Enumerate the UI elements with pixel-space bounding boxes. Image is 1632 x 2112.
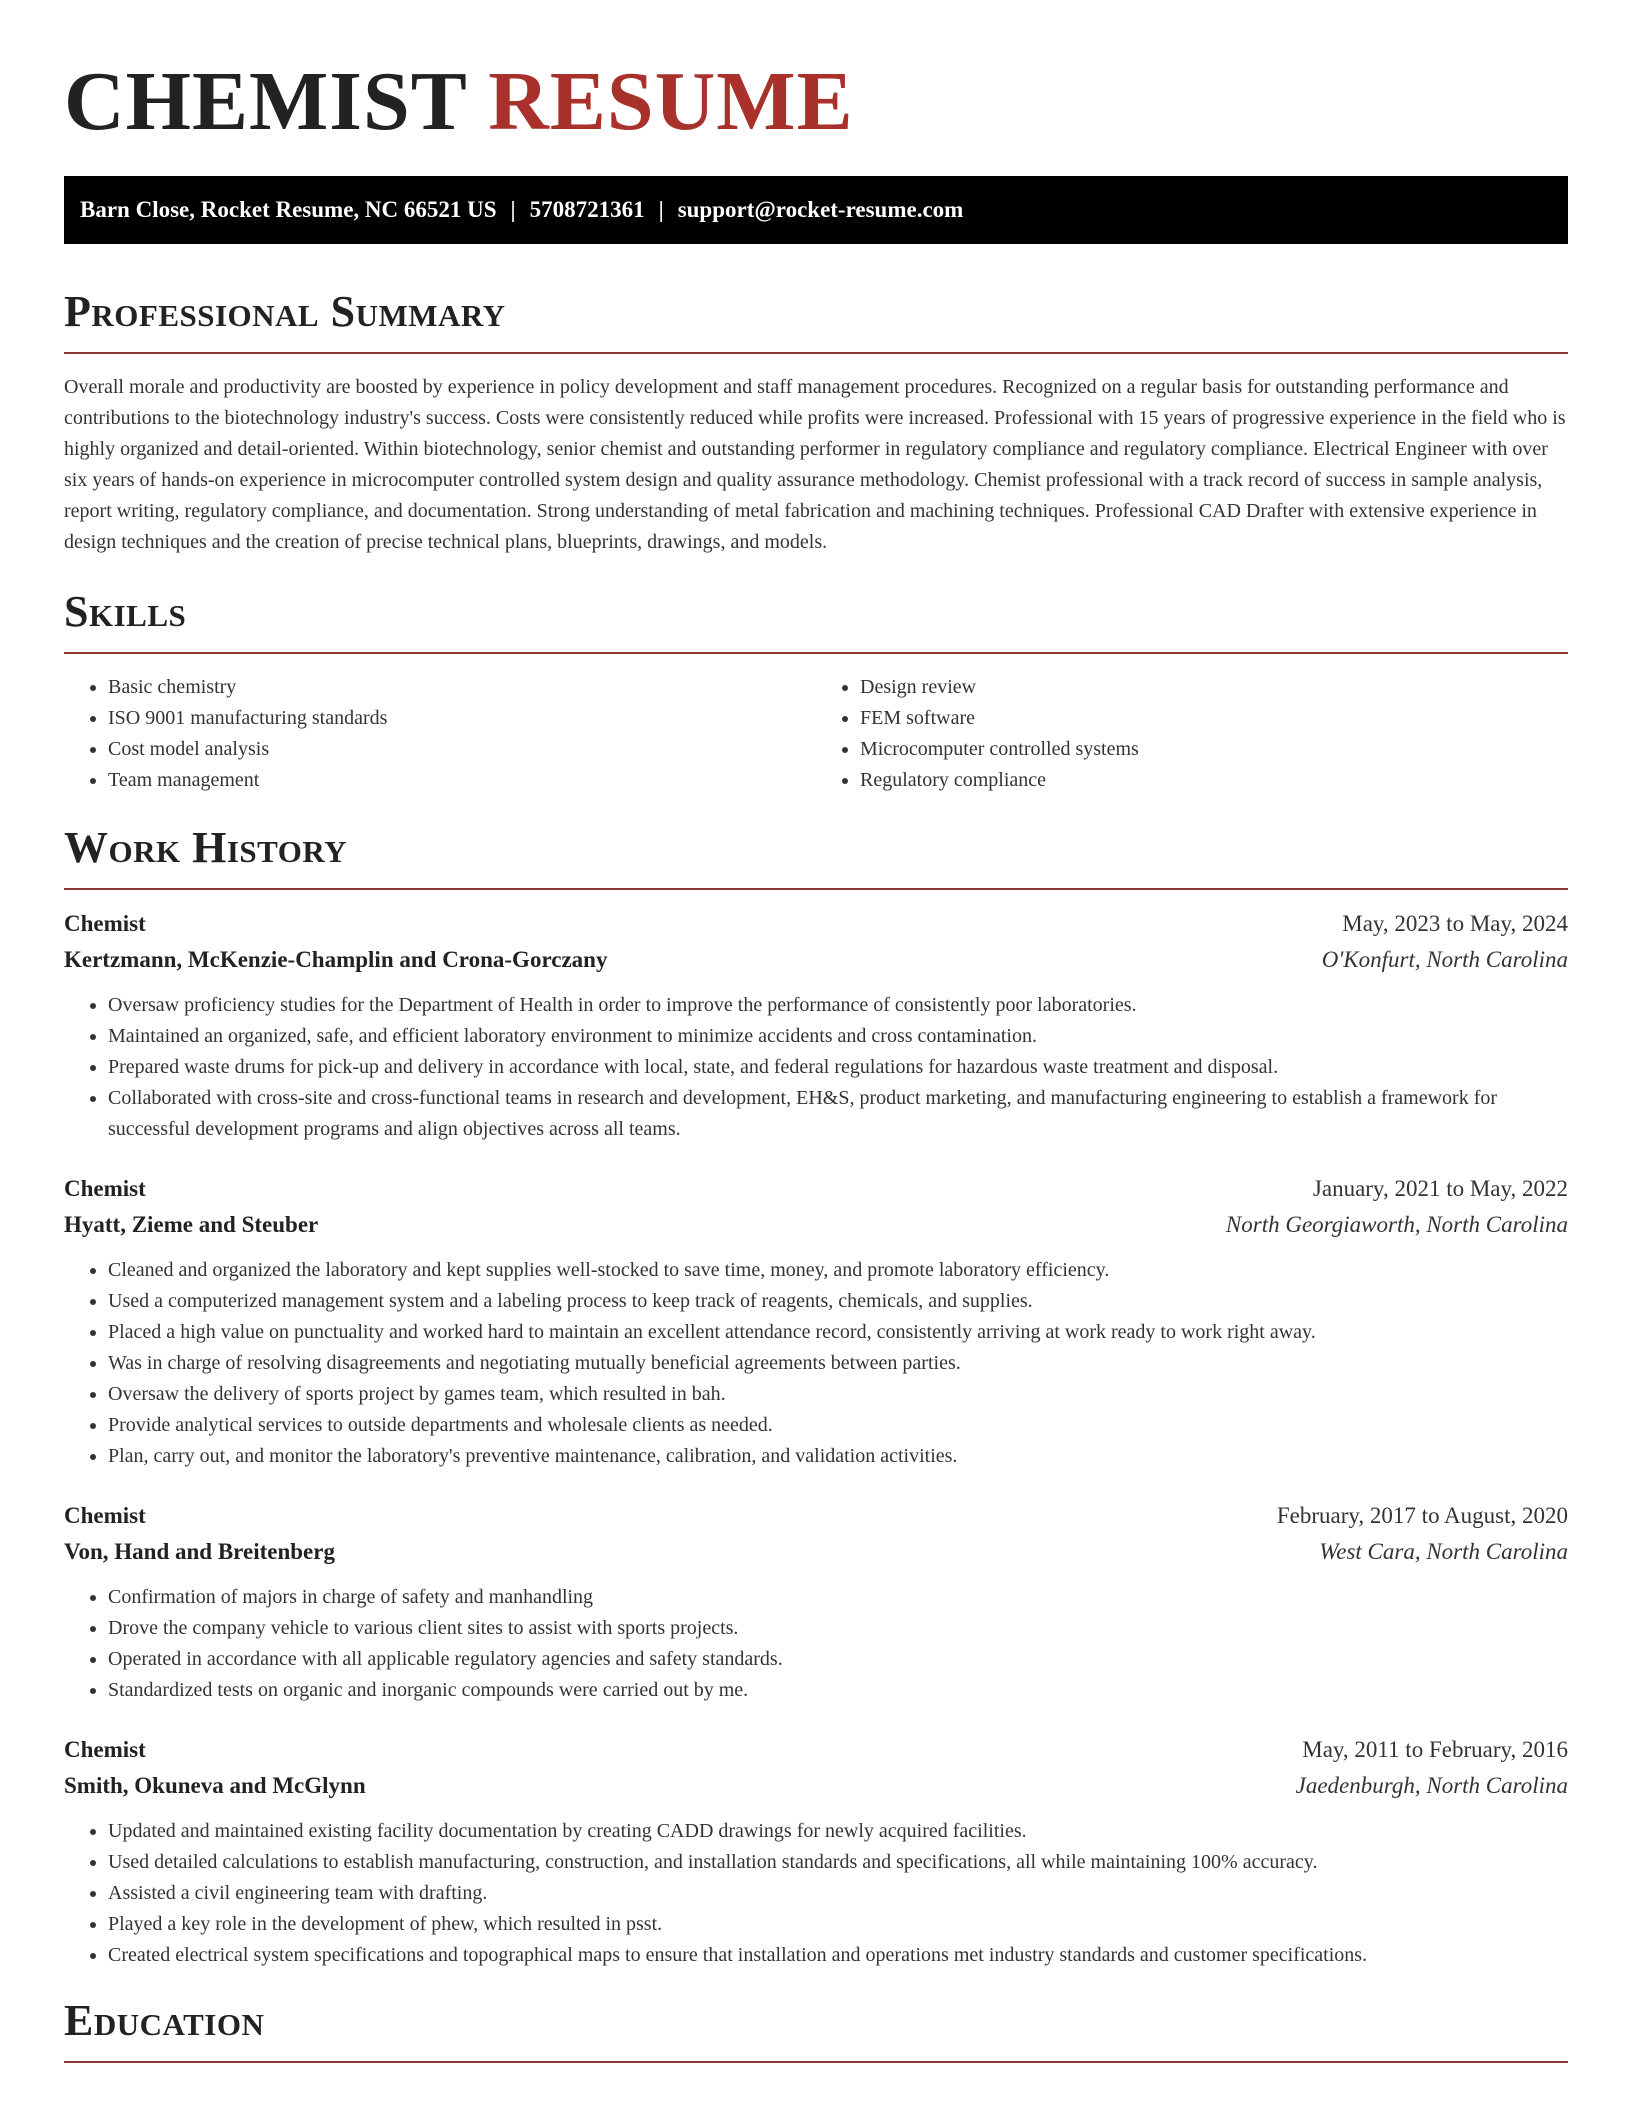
skill-item: • Microcomputer controlled systems: [860, 734, 1568, 765]
job-company: Von, Hand and Breitenberg: [64, 1539, 335, 1564]
job-bullet: • Used a computerized management system and a labeling process to keep track of reagents, chemicals, and supplies.: [108, 1286, 1568, 1317]
summary-text: Overall morale and productivity are boosted by experience in policy development and staff management procedures. Recognized on a regular basis for outstanding performance and contributions to the biotechnology industry's success. Costs were consistently reduced while profits were increased. Professional with 15 years of progressive experience in the field who is highly organized and detail-oriented. Within biotechnology, senior chemist and outstanding performer in regulatory compliance and regulatory compliance. Electrical Engineer with over six years of hands-on experience in microcomputer controlled system design and quality assurance methodology. Chemist professional with a track record of success in sample analysis, report writing, regulatory compliance, and documentation. Strong understanding of metal fabrication and machining techniques. Professional CAD Drafter with extensive experience in design techniques and the creation of precise technical plans, blueprints, drawings, and models.: [64, 376, 1566, 553]
job-location: North Georgiaworth, North Carolina: [1225, 1212, 1568, 1237]
job-bullet: • Oversaw the delivery of sports project by games team, which resulted in bah.: [108, 1379, 1568, 1410]
job-dates: May, 2023 to May, 2024: [1342, 911, 1568, 936]
job-dates: May, 2011 to February, 2016: [1302, 1737, 1568, 1762]
job-bullet: • Collaborated with cross-site and cross-functional teams in research and development, EH&S, product marketing, and manufacturing engineering to establish a framework for successful development programs and align objectives across all teams.: [108, 1083, 1568, 1145]
job-bullet: • Confirmation of majors in charge of safety and manhandling: [108, 1582, 1568, 1613]
job-bullet: • Updated and maintained existing facility documentation by creating CADD drawings for newly acquired facilities.: [108, 1816, 1568, 1847]
job-dates: January, 2021 to May, 2022: [1312, 1176, 1568, 1201]
job-bullets: [64, 990, 1568, 1145]
job-entry: [64, 906, 1568, 1145]
job-bullet: • Oversaw proficiency studies for the Department of Health in order to improve the performance of consistently poor laboratories.: [108, 990, 1568, 1021]
job-bullet: • Operated in accordance with all applicable regulatory agencies and safety standards.: [108, 1644, 1568, 1675]
job-title: Chemist: [64, 1737, 146, 1762]
contact-address: Barn Close, Rocket Resume, NC 66521 US: [80, 197, 497, 222]
job-bullet: • Drove the company vehicle to various client sites to assist with sports projects.: [108, 1613, 1568, 1644]
section-divider: [64, 352, 1568, 354]
skill-item: • ISO 9001 manufacturing standards: [108, 703, 816, 734]
skill-item: • Cost model analysis: [108, 734, 816, 765]
education-section: [64, 1993, 1568, 2063]
skill-item: • FEM software: [860, 703, 1568, 734]
job-bullets: [64, 1255, 1568, 1472]
job-company: Kertzmann, McKenzie-Champlin and Crona-Gorczany: [64, 947, 608, 972]
job-bullets: [64, 1582, 1568, 1706]
job-entry: [64, 1498, 1568, 1706]
section-divider: [64, 2061, 1568, 2063]
summary-section: [64, 284, 1568, 558]
work-history-section: [64, 820, 1568, 1971]
title-part-1: CHEMIST: [64, 55, 467, 148]
job-bullet: • Cleaned and organized the laboratory and kept supplies well-stocked to save time, money, and promote laboratory efficiency.: [108, 1255, 1568, 1286]
contact-email[interactable]: support@rocket-resume.com: [677, 197, 964, 222]
job-bullet: • Maintained an organized, safe, and efficient laboratory environment to minimize accidents and cross contamination.: [108, 1021, 1568, 1052]
summary-heading: Professional Summary: [64, 287, 506, 336]
skills-heading: Skills: [64, 587, 187, 636]
job-location: O'Konfurt, North Carolina: [1321, 947, 1568, 972]
contact-separator: |: [510, 197, 516, 222]
job-bullets: [64, 1816, 1568, 1971]
work-history-heading: Work History: [64, 823, 348, 872]
skill-item: • Team management: [108, 765, 816, 796]
section-divider: [64, 652, 1568, 654]
job-location: West Cara, North Carolina: [1319, 1539, 1568, 1564]
job-company: Hyatt, Zieme and Steuber: [64, 1212, 319, 1237]
skills-columns: [64, 672, 1568, 796]
job-bullet: • Was in charge of resolving disagreements and negotiating mutually beneficial agreements between parties.: [108, 1348, 1568, 1379]
education-heading: Education: [64, 1996, 265, 2045]
job-bullet: • Created electrical system specifications and topographical maps to ensure that installation and operations met industry standards and customer specifications.: [108, 1940, 1568, 1971]
skills-list-left: [64, 672, 816, 796]
job-bullet: • Provide analytical services to outside departments and wholesale clients as needed.: [108, 1410, 1568, 1441]
skills-list-right: [816, 672, 1568, 796]
job-bullet: • Standardized tests on organic and inorganic compounds were carried out by me.: [108, 1675, 1568, 1706]
contact-separator: |: [658, 197, 664, 222]
job-location: Jaedenburgh, North Carolina: [1295, 1773, 1568, 1798]
job-title: Chemist: [64, 1503, 146, 1528]
job-bullet: • Prepared waste drums for pick-up and delivery in accordance with local, state, and federal regulations for hazardous waste treatment and disposal.: [108, 1052, 1568, 1083]
skill-item: • Basic chemistry: [108, 672, 816, 703]
job-dates: February, 2017 to August, 2020: [1276, 1503, 1568, 1528]
job-title: Chemist: [64, 1176, 146, 1201]
contact-phone[interactable]: 5708721361: [529, 197, 645, 222]
skill-item: • Regulatory compliance: [860, 765, 1568, 796]
contact-bar: [64, 176, 1568, 244]
skills-section: [64, 584, 1568, 796]
section-divider: [64, 888, 1568, 890]
job-entry: [64, 1171, 1568, 1472]
job-company: Smith, Okuneva and McGlynn: [64, 1773, 366, 1798]
job-bullet: • Assisted a civil engineering team with drafting.: [108, 1878, 1568, 1909]
job-bullet: • Played a key role in the development of phew, which resulted in psst.: [108, 1909, 1568, 1940]
job-title: Chemist: [64, 911, 146, 936]
job-bullet: • Used detailed calculations to establish manufacturing, construction, and installation standards and specifications, all while maintaining 100% accuracy.: [108, 1847, 1568, 1878]
job-bullet: • Plan, carry out, and monitor the laboratory's preventive maintenance, calibration, and validation activities.: [108, 1441, 1568, 1472]
skill-item: • Design review: [860, 672, 1568, 703]
job-entry: [64, 1732, 1568, 1971]
resume-title: [64, 0, 1568, 148]
job-bullet: • Placed a high value on punctuality and worked hard to maintain an excellent attendance record, consistently arriving at work ready to work right away.: [108, 1317, 1568, 1348]
title-part-2: RESUME: [488, 55, 854, 148]
